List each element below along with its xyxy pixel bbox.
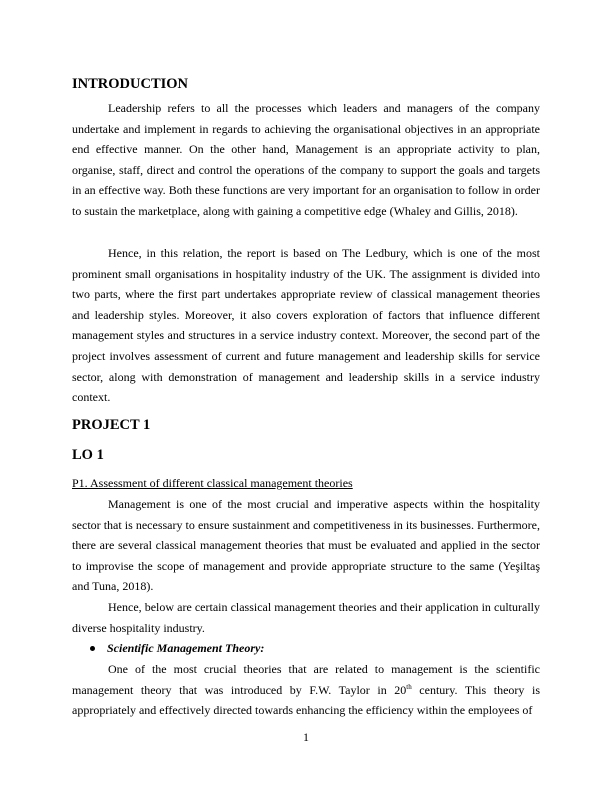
bullet-label: Scientific Management Theory: (107, 641, 265, 655)
heading-introduction: INTRODUCTION (72, 76, 189, 92)
body-paragraph-1: Management is one of the most crucial and imperative aspects within the hospitality sector that is necessary to ensure sustainment and competitiveness in its businesses. Furthermore, there are several classical management theories that must be evaluated and applied in the sector to improvise the scope of management and provide appropriate structure to the same (Yeşiltaş and Tuna, 2018). (72, 497, 540, 594)
subheading-p1: P1. Assessment of different classical management theories (72, 476, 353, 490)
body-paragraph-3-part-b: century. This theory is appropriately and effectively directed towards enhancing the efficiency within the employees of (72, 682, 540, 718)
body-paragraph-3-part-a: One of the most crucial theories that are related to management is the scientific management theory that was introduced by F.W. Taylor in 20 (72, 662, 540, 697)
intro-paragraph-2: Hence, in this relation, the report is based on The Ledbury, which is one of the most prominent small organisations in hospitality industry of the UK. The assignment is divided into two parts, where the first part undertakes appropriate review of classical management theories and leadership styles. Moreover, it also covers exploration of factors that influence different management styles and structures in a service industry context. Moreover, the second part of the project involves assessment of current and future management and leadership skills for service sector, along with demonstration of management and leadership skills in a service industry context. (72, 246, 540, 405)
body-paragraph-3 (72, 659, 540, 721)
superscript-th: th (406, 682, 412, 691)
bullet-icon (90, 646, 95, 651)
heading-project-1: PROJECT 1 (72, 417, 151, 433)
bullet-scientific-management (90, 641, 264, 656)
intro-paragraph-1: Leadership refers to all the processes which leaders and managers of the company undertake and implement in regards to achieving the organisational objectives in an appropriate end effective manner. On the other hand, Management is an appropriate activity to plan, organise, staff, direct and control the operations of the company to support the goals and targets in an effective way. Both these functions are very important for an organisation to follow in order to sustain the marketplace, along with gaining a competitive edge (Whaley and Gillis, 2018). (72, 101, 540, 218)
page-number: 1 (303, 730, 309, 744)
body-paragraph-2: Hence, below are certain classical management theories and their application in culturally diverse hospitality industry. (72, 600, 540, 635)
heading-lo-1: LO 1 (72, 447, 104, 463)
